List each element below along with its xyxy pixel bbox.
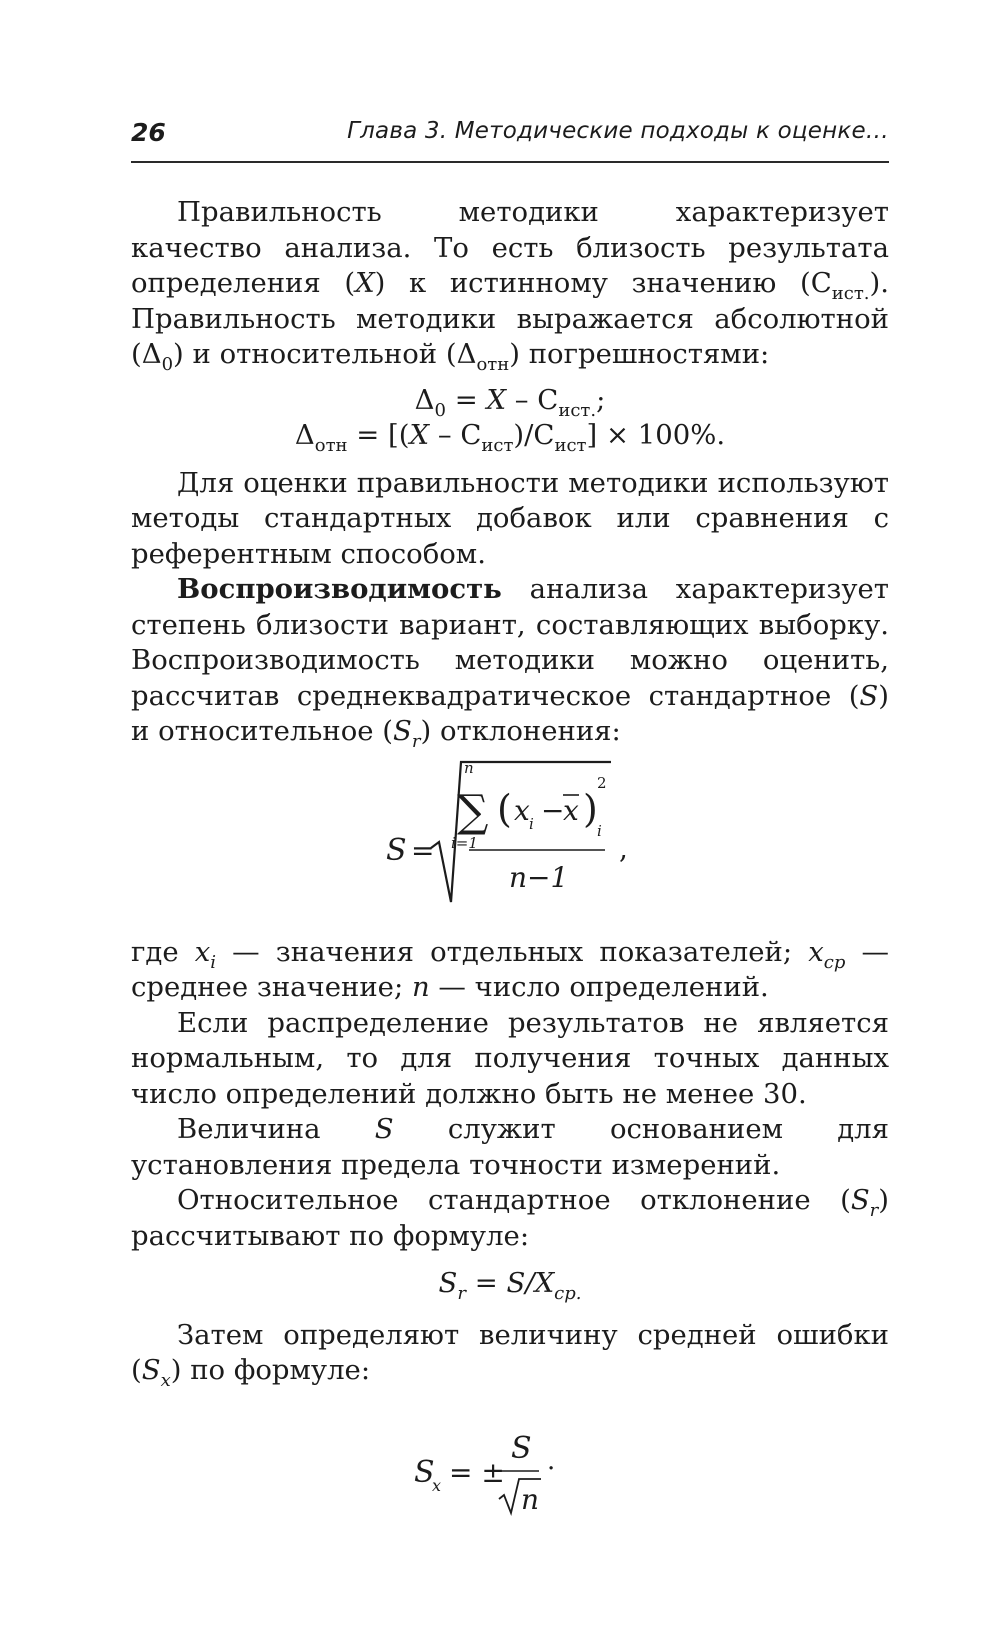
formula-sx-numerator: S — [511, 1430, 532, 1466]
formula-comma: , — [619, 831, 628, 865]
sum-lower-limit: i=1 — [451, 833, 478, 852]
paragraph-correctness: Правильность методики характеризует качество анализа. То есть близость результата определения (X) к истинному значению $(С_{ист.})$. Правильность методики выражается абсолютной $(\Delta_0)$ и относительной $(\Delta_{отн})$ погрешностями: — [131, 196, 889, 375]
paragraph-distribution: Если распределение результатов не является нормальным, то для получения точных данных число определений должно быть не менее 30. — [131, 1006, 889, 1110]
formula-x: x — [514, 793, 530, 827]
paragraph-where: где $x_i$ — значения отдельных показателей; $x_{ср}$ — среднее значение; n — число определений. — [131, 935, 889, 1003]
sum-sign: ∑ — [457, 785, 489, 837]
page-number: 26 — [131, 118, 166, 147]
running-header — [131, 118, 889, 154]
running-title: Глава 3. Методические подходы к оценке… — [347, 118, 889, 144]
close-paren: ) — [583, 786, 598, 831]
formula-x-sub: i — [529, 814, 534, 833]
formula-minus: − — [541, 793, 565, 827]
error-equations — [131, 383, 889, 454]
equation-relative-error: $\Delta_{отн} = [(X - С_{ист})/С_{ист}] \times 100\%$. — [294, 419, 726, 456]
equation-absolute-error: $\Delta_0 = X - С_{ист.}$; — [414, 383, 606, 421]
formula-outer-sub: i — [597, 821, 602, 840]
formula-s-lhs: S — [386, 832, 407, 868]
formula-s-equals: = — [411, 833, 435, 867]
equation-sr: $S_r = S/X_{ср.}$ — [438, 1267, 582, 1304]
formula-power: 2 — [597, 773, 607, 792]
formula-standard-deviation — [131, 750, 889, 935]
paragraph-mean-error: Затем определяют величину средней ошибки $(S_x)$ по формуле: — [131, 1318, 889, 1391]
paragraph-relative-deviation: Относительное стандартное отклонение $(S_r)$ рассчитывают по формуле: — [131, 1184, 889, 1252]
paragraph-methods: Для оценки правильности методики используют методы стандартных добавок или сравнения с референтным способом. — [131, 466, 889, 570]
page-body — [131, 195, 889, 1529]
sum-upper-limit: n — [464, 758, 474, 777]
formula-sx-lhs: S — [414, 1454, 435, 1490]
formula-sx-equals: = ± — [449, 1455, 505, 1489]
header-rule — [131, 161, 889, 163]
formula-sx-lhs-sub: x — [432, 1475, 442, 1495]
formula-sx-denominator: n — [521, 1482, 540, 1516]
paragraph-s-value: Величина S служит основанием для установления предела точности измерений. — [131, 1113, 889, 1181]
formula-s-graphic — [131, 750, 889, 935]
paragraph-reproducibility: Воспроизводимость анализа характеризует степень близости вариант, составляющих выборку. Воспроизводимость методики можно оценить, рассчитав среднеквадратическое стандартное (S) и относительное $(S_r)$ отклонения: — [131, 573, 889, 752]
formula-sx-graphic — [131, 1389, 889, 1529]
open-paren: ( — [497, 786, 512, 831]
formula-sx-dot: · — [547, 1453, 556, 1484]
formula-denominator: n−1 — [509, 860, 569, 894]
formula-xbar: x — [563, 793, 579, 827]
formula-mean-error — [131, 1389, 889, 1529]
